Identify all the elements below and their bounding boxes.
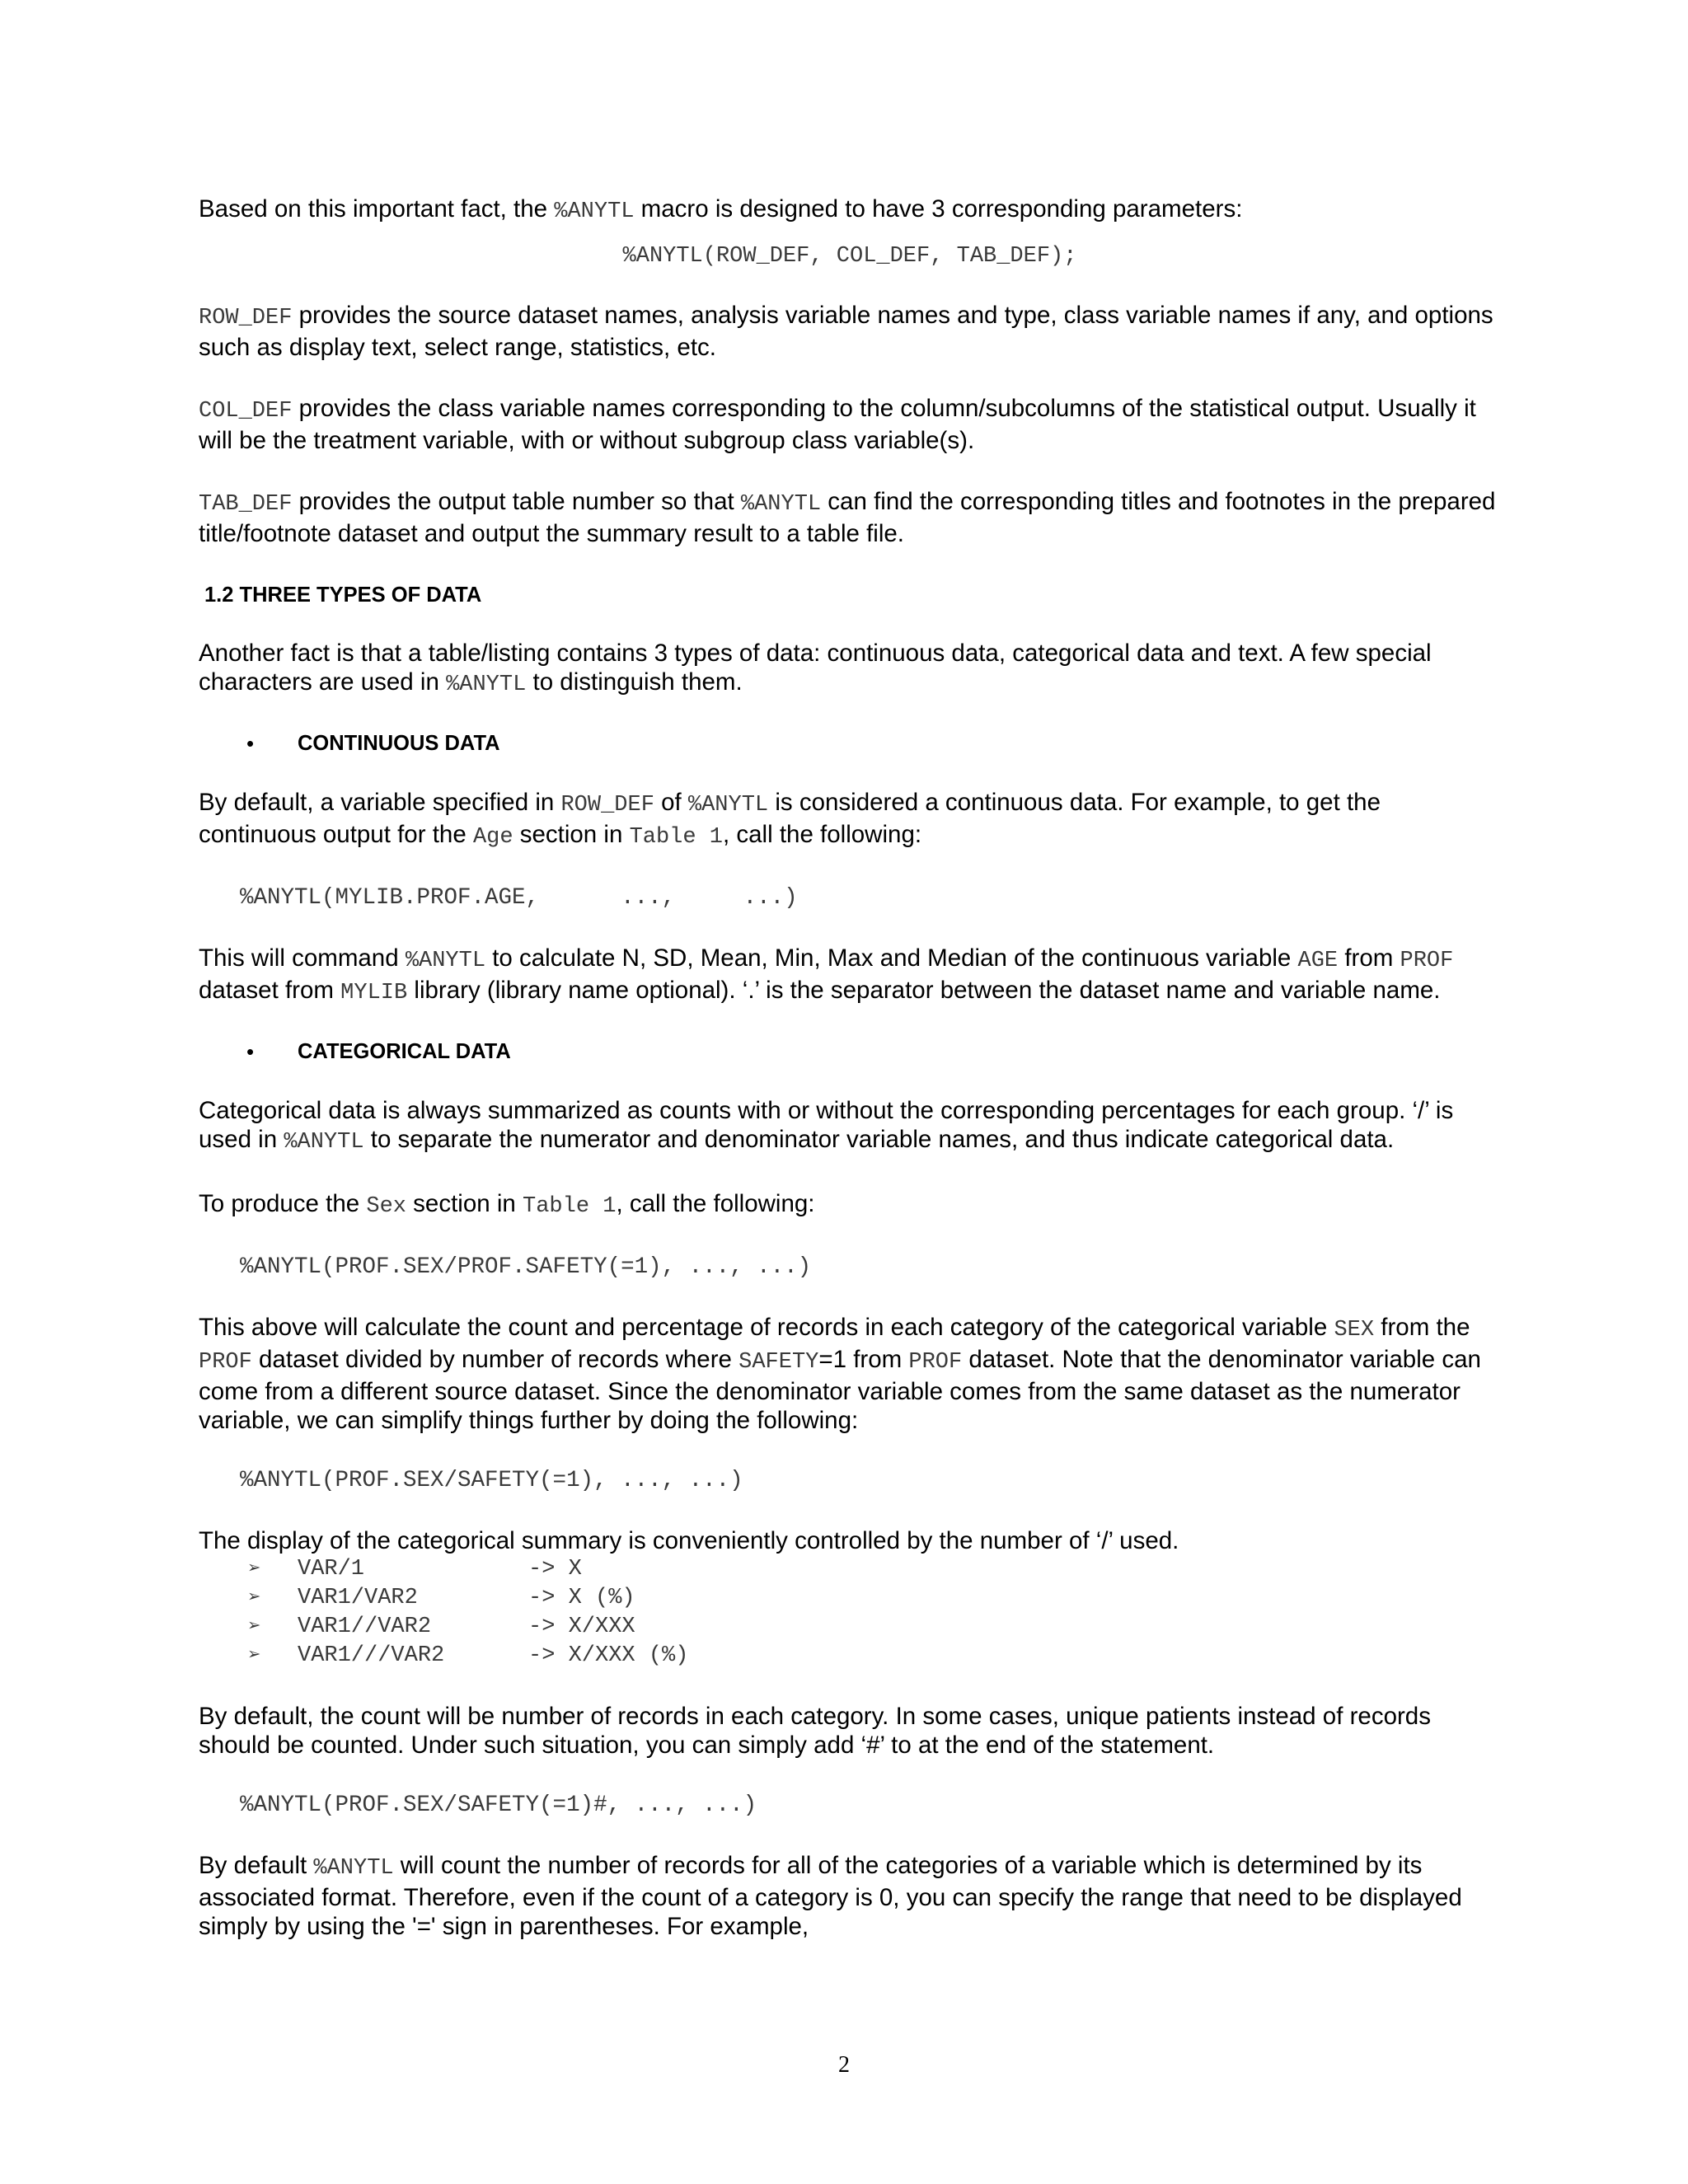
bullet-icon: •: [246, 1039, 255, 1064]
paragraph-categorical: Categorical data is always summarized as counts with or without the corresponding percentages for each group. ‘/’ is used in %ANYTL to separate the numerator and denominator variable names, and thus indicate categorical data.: [199, 1097, 1454, 1155]
arrow-bullet-icon: ➢: [248, 1615, 261, 1639]
inline-code: TAB_DEF: [199, 492, 293, 517]
code-example-simplified: %ANYTL(PROF.SEX/SAFETY(=1), ..., ...): [240, 1468, 743, 1493]
inline-code: %ANYTL: [446, 673, 527, 697]
bullet-categorical-data: [199, 1039, 1501, 1065]
inline-code: SAFETY: [738, 1350, 819, 1375]
paragraph-above: This above will calculate the count and percentage of records in each category of the categorical variable SEX from the PROF dataset divided by number of records where SAFETY=1 from PROF dataset. Note that the denominator variable can come from a different source dataset. Since the denominator variable comes from the same dataset as the numerator variable, we can simplify things further by doing the following:: [199, 1314, 1481, 1434]
list-item: ➢ VAR1///VAR2 -> X/XXX (%): [248, 1642, 1501, 1671]
inline-code: %ANYTL: [405, 949, 486, 973]
inline-code: ROW_DEF: [560, 793, 654, 818]
paragraph-tab-def: TAB_DEF provides the output table number so that %ANYTL can find the corresponding titles and footnotes in the prepared title/footnote dataset and output the summary result to a table file.: [199, 488, 1496, 547]
list-item: ➢ VAR1/VAR2 -> X (%): [248, 1584, 1501, 1613]
paragraph-row-def: ROW_DEF provides the source dataset names, analysis variable names and type, class variable names if any, and options such as display text, select range, statistics, etc.: [199, 302, 1493, 361]
inline-code: %ANYTL: [554, 199, 635, 224]
inline-code: PROF: [199, 1350, 252, 1375]
paragraph-intro: Based on this important fact, the %ANYTL macro is designed to have 3 corresponding parameters:: [199, 195, 1243, 224]
bullet-continuous-data: [199, 731, 1501, 757]
inline-code: PROF: [1400, 949, 1454, 973]
inline-code: COL_DEF: [199, 399, 293, 424]
page-number: 2: [838, 2052, 850, 2078]
code-example-sex: %ANYTL(PROF.SEX/PROF.SAFETY(=1), ..., ...): [240, 1254, 812, 1280]
subheading-continuous: CONTINUOUS DATA: [298, 732, 500, 755]
list-item: ➢ VAR/1 -> X: [248, 1555, 1501, 1584]
inline-code: %ANYTL: [687, 793, 769, 818]
display-rules-list: [248, 1555, 1501, 1671]
inline-code: Age: [472, 825, 513, 850]
paragraph-sex-section: To produce the Sex section in Table 1, call the following:: [199, 1190, 815, 1219]
inline-code: %ANYTL: [740, 492, 822, 517]
inline-code: AGE: [1297, 949, 1339, 973]
inline-code: PROF: [908, 1350, 963, 1375]
inline-code: Table 1: [629, 825, 723, 850]
page-content: [199, 194, 1501, 1941]
paragraph-col-def: COL_DEF provides the class variable names corresponding to the column/subcolumns of the statistical output. Usually it will be the treatment variable, with or without subgroup class variable(s).: [199, 395, 1476, 454]
inline-code: MYLIB: [340, 981, 408, 1005]
inline-code: %ANYTL: [284, 1130, 364, 1155]
inline-code: Table 1: [523, 1194, 617, 1219]
code-call-signature: %ANYTL(ROW_DEF, COL_DEF, TAB_DEF);: [622, 244, 1077, 269]
inline-code: SEX: [1334, 1318, 1375, 1343]
bullet-icon: •: [246, 731, 255, 756]
arrow-bullet-icon: ➢: [248, 1643, 261, 1668]
subheading-categorical: CATEGORICAL DATA: [298, 1040, 511, 1063]
arrow-bullet-icon: ➢: [248, 1586, 261, 1610]
paragraph-data-types: Another fact is that a table/listing contains 3 types of data: continuous data, categorical data and text. A few special characters are used in %ANYTL to distinguish them.: [199, 640, 1432, 697]
paragraph-display: The display of the categorical summary is conveniently controlled by the number of ‘/’ used.: [199, 1527, 1179, 1554]
paragraph-range: By default %ANYTL will count the number of records for all of the categories of a variable which is determined by its associated format. Therefore, even if the count of a category is 0, you can specify the range that need to be displayed simply by using the '=' sign in parentheses. For example,: [199, 1852, 1462, 1940]
paragraph-command: This will command %ANYTL to calculate N, SD, Mean, Min, Max and Median of the continuous variable AGE from PROF dataset from MYLIB library (library name optional). ‘.’ is the separator between the dataset name and variable name.: [199, 944, 1454, 1005]
list-item: ➢ VAR1//VAR2 -> X/XXX: [248, 1613, 1501, 1642]
inline-code: ROW_DEF: [199, 306, 293, 330]
arrow-bullet-icon: ➢: [248, 1557, 261, 1582]
paragraph-unique: By default, the count will be number of records in each category. In some cases, unique patients instead of records should be counted. Under such situation, you can simply add ‘#’ to at the end of the statement.: [199, 1703, 1431, 1759]
inline-code: %ANYTL: [313, 1856, 394, 1881]
code-example-age: %ANYTL(MYLIB.PROF.AGE, ..., ...): [240, 885, 798, 911]
paragraph-continuous-default: By default, a variable specified in ROW_DEF of %ANYTL is considered a continuous data. For example, to get the continuous output for the Age section in Table 1, call the following:: [199, 789, 1381, 850]
inline-code: Sex: [366, 1194, 406, 1219]
code-example-unique: %ANYTL(PROF.SEX/SAFETY(=1)#, ..., ...): [240, 1793, 757, 1818]
section-heading: 1.2 THREE TYPES OF DATA: [204, 583, 482, 607]
